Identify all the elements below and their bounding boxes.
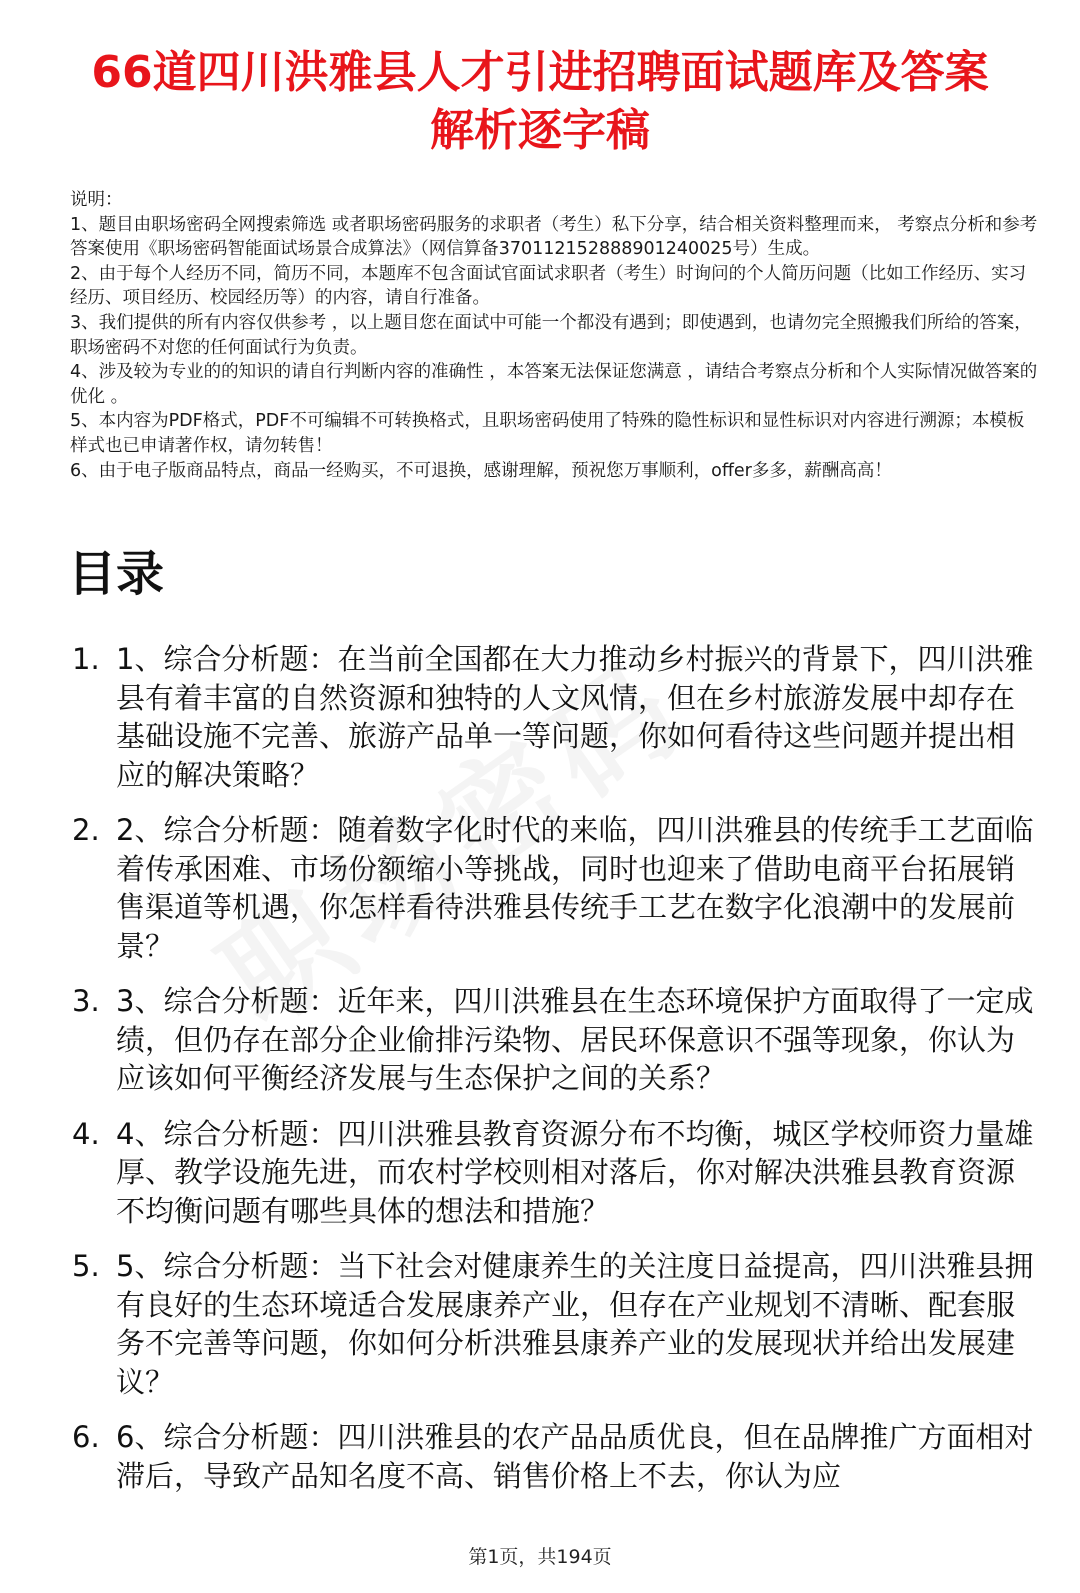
- note-item: 1、题目由职场密码全网搜索筛选 或者职场密码服务的求职者（考生）私下分享，结合相关资料整理而来， 考察点分析和参考答案使用《职场密码智能面试场景合成算法》（网信算备370112152888901240025号）生成。: [70, 214, 1038, 260]
- toc-item-text: 2、综合分析题：随着数字化时代的来临，四川洪雅县的传统手工艺面临着传承困难、市场份额缩小等挑战，同时也迎来了借助电商平台拓展销售渠道等机遇，你怎样看待洪雅县传统手工艺在数字化浪潮中的发展前景？: [116, 813, 1034, 963]
- toc-item-number: 4.: [72, 1116, 100, 1151]
- note-item: 5、本内容为PDF格式，PDF不可编辑不可转换格式，且职场密码使用了特殊的隐性标识和显性标识对内容进行溯源；本模板样式也已申请著作权，请勿转售！: [70, 411, 1025, 456]
- notes-label: 说明：: [70, 190, 123, 210]
- toc-item-number: 2.: [72, 813, 100, 847]
- toc-item-text: 1、综合分析题：在当前全国都在大力推动乡村振兴的背景下，四川洪雅县有着丰富的自然资源和独特的人文风情，但在乡村旅游发展中却存在基础设施不完善、旅游产品单一等问题，你如何看待这些问题并提出相应的解决策略？: [116, 642, 1034, 792]
- toc-item[interactable]: [72, 811, 1042, 965]
- page-footer: 第1页，共194页: [0, 1540, 1080, 1593]
- toc-item-number: 6.: [72, 1420, 100, 1454]
- toc-item[interactable]: [72, 982, 1042, 1098]
- toc-item-text: 3、综合分析题：近年来，四川洪雅县在生态环境保护方面取得了一定成绩，但仍存在部分企业偷排污染物、居民环保意识不强等现象，你认为应该如何平衡经济发展与生态保护之间的关系？: [116, 984, 1034, 1095]
- toc-item-number: 1.: [72, 642, 100, 676]
- note-item: 4、涉及较为专业的的知识的请自行判断内容的准确性 ，本答案无法保证您满意 ，请结合考察点分析和个人实际情况做答案的优化 。: [70, 362, 1038, 407]
- toc-item-text: 4、综合分析题：四川洪雅县教育资源分布不均衡，城区学校师资力量雄厚、教学设施先进，而农村学校则相对落后，你对解决洪雅县教育资源不均衡问题有哪些具体的想法和措施？: [116, 1116, 1034, 1228]
- toc-item[interactable]: [72, 1418, 1042, 1495]
- table-of-contents: [72, 640, 1042, 1512]
- toc-item[interactable]: [72, 1247, 1042, 1401]
- title-line-2: 解析逐字稿: [430, 105, 650, 156]
- toc-item-number: 5.: [72, 1249, 100, 1283]
- document-title: [40, 44, 1040, 160]
- note-item: 2、由于每个人经历不同，简历不同，本题库不包含面试官面试求职者（考生）时询问的个人简历问题（比如工作经历、实习经历、项目经历、校园经历等）的内容，请自行准备。: [70, 263, 1027, 309]
- notes-section: [70, 188, 1040, 483]
- toc-item-text: 6、综合分析题：四川洪雅县的农产品品质优良，但在品牌推广方面相对滞后，导致产品知名度不高、销售价格上不去，你认为应: [116, 1420, 1034, 1493]
- note-item: 3、我们提供的所有内容仅供参考 ，以上题目您在面试中可能一个都没有遇到；即使遇到，也请勿完全照搬我们所给的答案，职场密码不对您的任何面试行为负责。: [70, 312, 1032, 358]
- toc-item[interactable]: [72, 640, 1042, 794]
- toc-heading: 目录: [68, 546, 165, 602]
- toc-item[interactable]: [72, 1115, 1042, 1231]
- note-item: 6、由于电子版商品特点，商品一经购买，不可退换，感谢理解，预祝您万事顺利，offer多多，薪酬高高！: [70, 460, 892, 481]
- title-line-1: 66道四川洪雅县人才引进招聘面试题库及答案: [91, 47, 989, 98]
- toc-item-text: 5、综合分析题：当下社会对健康养生的关注度日益提高，四川洪雅县拥有良好的生态环境适合发展康养产业，但存在产业规划不清晰、配套服务不完善等问题，你如何分析洪雅县康养产业的发展现状并给出发展建议？: [116, 1249, 1034, 1399]
- toc-item-number: 3.: [72, 984, 100, 1018]
